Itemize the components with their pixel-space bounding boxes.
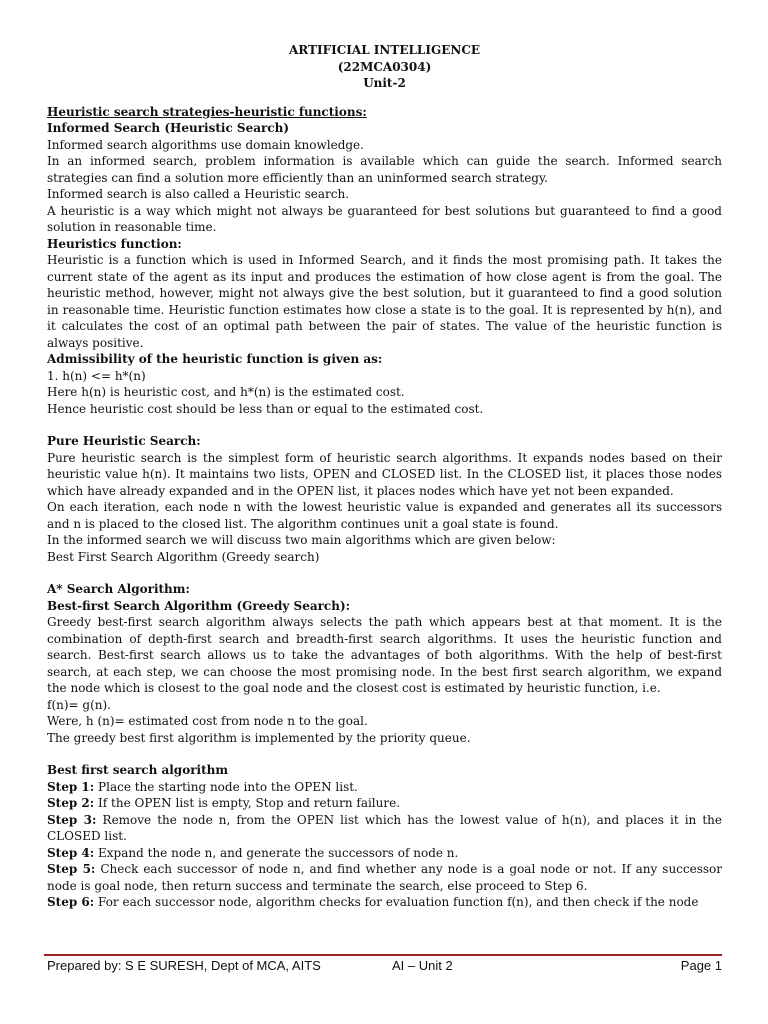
- paragraph: In an informed search, problem information is available which can guide the search. Informed search strategies can find a solution more efficiently than an uninformed search strategy.: [47, 154, 722, 185]
- step-item: [47, 894, 722, 911]
- step-text: Place the starting node into the OPEN list.: [98, 779, 358, 794]
- footer-page-number: Page 1: [680, 958, 722, 973]
- paragraph: A heuristic is a way which might not always be guaranteed for best solutions but guaranteed to find a good solution in reasonable time.: [47, 203, 722, 234]
- paragraph: Here h(n) is heuristic cost, and h*(n) is the estimated cost.: [47, 385, 405, 399]
- course-code: (22MCA0304): [337, 59, 432, 74]
- step-item: [47, 779, 722, 796]
- heading-pure-heuristic-search: Pure Heuristic Search:: [47, 434, 201, 448]
- paragraph: Pure heuristic search is the simplest form of heuristic search algorithms. It expands nodes based on their heuristic value h(n). It maintains two lists, OPEN and CLOSED list. In the CLOSED list, it places those nodes which have already expanded and in the OPEN list, it places nodes which have yet not been expanded.: [47, 450, 722, 498]
- step-text: Remove the node n, from the OPEN list which has the lowest value of h(n), and places it in the CLOSED list.: [47, 812, 722, 843]
- paragraph: The greedy best first algorithm is implemented by the priority queue.: [47, 730, 471, 745]
- paragraph: Informed search algorithms use domain knowledge.: [47, 137, 364, 152]
- step-label: Step 5:: [47, 862, 96, 876]
- step-text: If the OPEN list is empty, Stop and return failure.: [98, 796, 401, 810]
- heading-heuristics-function: Heuristics function:: [47, 236, 182, 251]
- paragraph: Informed search is also called a Heuristic search.: [47, 187, 350, 201]
- step-label: Step 1:: [47, 779, 95, 794]
- step-text: Check each successor of node n, and find whether any node is a goal node or not. If any successor node is goal node, then return success and terminate the search, else proceed to Step 6.: [47, 862, 722, 893]
- list-item: 1. h(n) <= h*(n): [47, 368, 146, 383]
- heading-admissibility: Admissibility of the heuristic function is given as:: [47, 352, 383, 366]
- step-item: [47, 795, 722, 812]
- paragraph: Best First Search Algorithm (Greedy search): [47, 549, 320, 564]
- step-text: For each successor node, algorithm checks for evaluation function f(n), and then check if the node: [98, 895, 699, 909]
- footer-divider: [44, 954, 722, 956]
- step-item: [47, 812, 722, 845]
- step-label: Step 2:: [47, 796, 95, 810]
- step-item: [47, 861, 722, 894]
- footer-prepared-by: Prepared by: S E SURESH, Dept of MCA, AITS: [47, 958, 321, 973]
- step-item: [47, 845, 722, 862]
- step-label: Step 4:: [47, 845, 95, 860]
- document-page: [47, 42, 722, 911]
- paragraph: On each iteration, each node n with the lowest heuristic value is expanded and generates all its successors and n is placed to the closed list. The algorithm continues unit a goal state is found.: [47, 500, 722, 531]
- paragraph: Were, h (n)= estimated cost from node n to the goal.: [47, 714, 368, 728]
- section-heading-heuristic-search: Heuristic search strategies-heuristic functions:: [47, 104, 367, 119]
- formula: f(n)= g(n).: [47, 697, 111, 712]
- heading-a-star: A* Search Algorithm:: [47, 582, 190, 596]
- paragraph: In the informed search we will discuss two main algorithms which are given below:: [47, 533, 556, 547]
- paragraph: Greedy best-first search algorithm always selects the path which appears best at that moment. It is the combination of depth-first search and breadth-first search algorithms. It uses the heuristic function and search. Best-first search allows us to take the advantages of both algorithms. With the help of best-first search, at each step, we can choose the most promising node. In the best first search algorithm, we expand the node which is closest to the goal node and the closest cost is estimated by heuristic function, i.e.: [47, 615, 722, 695]
- footer-unit: AI – Unit 2: [392, 958, 453, 973]
- document-title: ARTIFICIAL INTELLIGENCE: [288, 43, 481, 57]
- step-label: Step 6:: [47, 895, 95, 909]
- subheading-best-first: Best-first Search Algorithm (Greedy Search):: [47, 598, 351, 613]
- step-label: Step 3:: [47, 812, 97, 827]
- subheading-informed-search: Informed Search (Heuristic Search): [47, 121, 290, 135]
- paragraph: Hence heuristic cost should be less than or equal to the estimated cost.: [47, 401, 484, 416]
- step-text: Expand the node n, and generate the successors of node n.: [98, 845, 459, 860]
- paragraph: Heuristic is a function which is used in Informed Search, and it finds the most promising path. It takes the current state of the agent as its input and produces the estimation of how close agent is from the goal. The heuristic method, however, might not always give the best solution, but it guaranteed to find a good solution in reasonable time. Heuristic function estimates how close a state is to the goal. It is represented by h(n), and it calculates the cost of an optimal path between the pair of states. The value of the heuristic function is always positive.: [47, 253, 722, 350]
- heading-best-first-algorithm: Best first search algorithm: [47, 763, 229, 777]
- unit-label: Unit-2: [363, 76, 406, 90]
